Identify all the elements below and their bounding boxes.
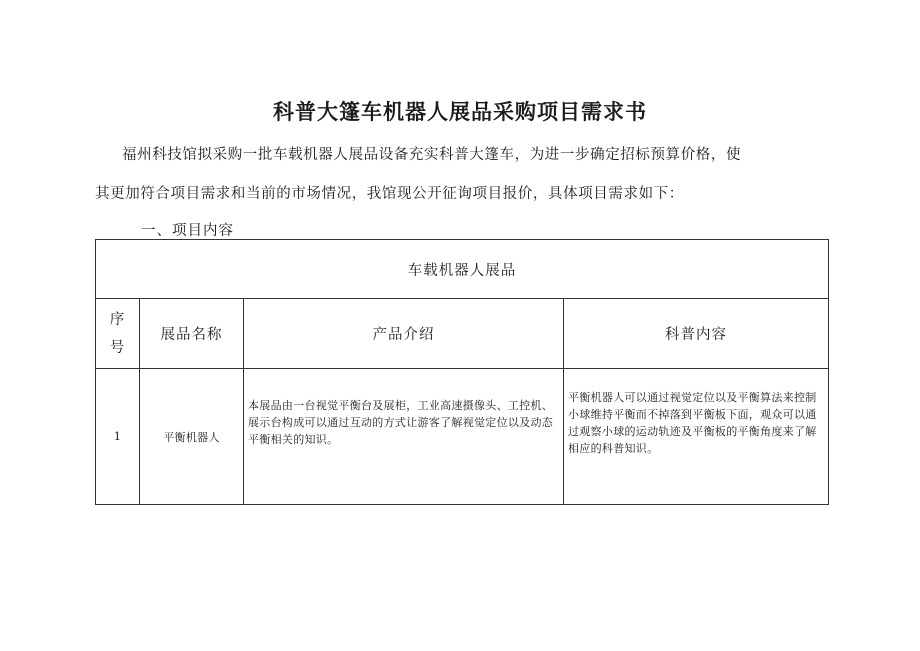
- table-caption: 车载机器人展品: [96, 240, 829, 299]
- intro-paragraph-line-1: 福州科技馆拟采购一批车载机器人展品设备充实科普大篷车，为进一步确定招标预算价格，使: [122, 147, 742, 163]
- header-name: 展品名称: [140, 299, 244, 369]
- intro-paragraph-line-2: 其更加符合项目需求和当前的市场情况，我馆现公开征询项目报价，具体项目需求如下：: [95, 186, 684, 202]
- cell-science: 平衡机器人可以通过视觉定位以及平衡算法来控制小球维持平衡而不掉落到平衡板下面，观众可以通过观察小球的运动轨迹及平衡板的平衡角度来了解相应的科普知识。: [564, 369, 829, 505]
- header-science: 科普内容: [564, 299, 829, 369]
- header-seq-top: 序: [109, 311, 126, 328]
- header-seq-bottom: 号: [109, 339, 126, 356]
- document-title: 科普大篷车机器人展品采购项目需求书: [273, 100, 647, 124]
- table-row: [96, 369, 829, 505]
- header-seq: [96, 299, 140, 369]
- cell-seq: 1: [96, 369, 140, 505]
- header-intro: 产品介绍: [244, 299, 564, 369]
- section-heading: 一、项目内容: [141, 223, 234, 239]
- cell-intro: 本展品由一台视觉平衡台及展柜，工业高速摄像头、工控机、展示台构成可以通过互动的方式让游客了解视觉定位以及动态平衡相关的知识。: [244, 369, 564, 505]
- requirements-table: [95, 239, 829, 505]
- cell-name: 平衡机器人: [140, 369, 244, 505]
